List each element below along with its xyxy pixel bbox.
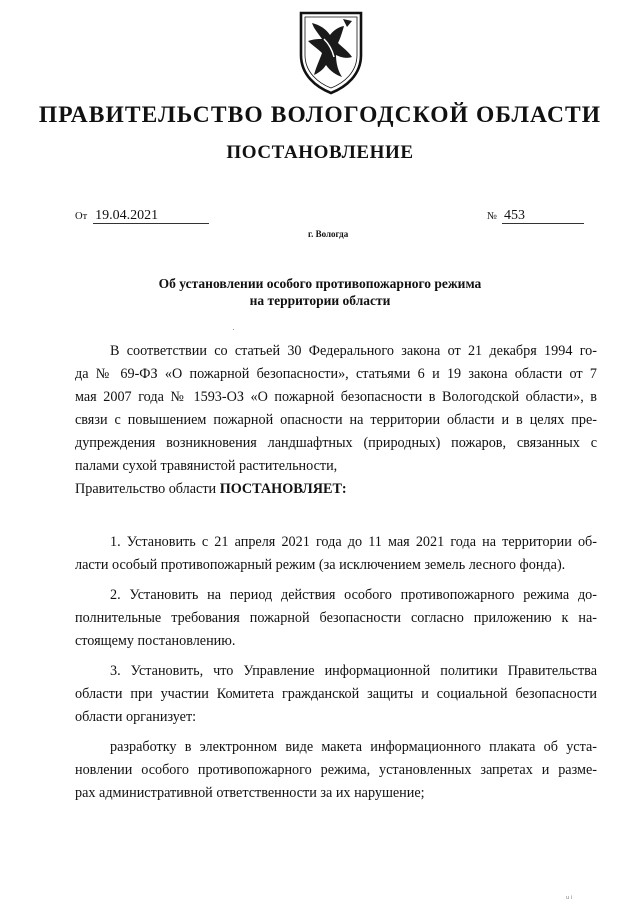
document-subject	[0, 275, 640, 309]
text-line: мая 2007 года № 1593-ОЗ «О пожарной безопасности в Вологодской области», в	[75, 389, 597, 405]
number-value: 453	[502, 208, 584, 224]
footer-mark: u i	[566, 895, 573, 901]
org-title: ПРАВИТЕЛЬСТВО ВОЛОГОДСКОЙ ОБЛАСТИ	[38, 102, 602, 128]
text-line: стоящему постановлению.	[75, 633, 236, 649]
date-label: От	[75, 211, 88, 222]
text-line: 1. Установить с 21 апреля 2021 года до 11 мая 2021 года на территории об-	[110, 534, 597, 550]
subject-line: Об установлении особого противопожарного режима	[158, 276, 482, 291]
resolves-prefix: Правительство области	[75, 481, 220, 497]
subject-line: на территории области	[249, 293, 391, 308]
text-line: ласти особый противопожарный режим (за исключением земель лесного фонда).	[75, 557, 566, 573]
text-line: новлении особого противопожарного режима, установленных запретах и разме-	[75, 762, 597, 778]
text-line: полнительные требования пожарной безопасности согласно приложению к на-	[75, 610, 597, 626]
text-line: В соответствии со статьей 30 Федерального закона от 21 декабря 1994 го-	[110, 343, 597, 359]
text-line: дупреждения возникновения ландшафтных (природных) пожаров, связанных с	[75, 435, 597, 451]
text-line: области организует:	[75, 709, 197, 725]
scan-dot	[233, 329, 234, 330]
number-line	[487, 208, 584, 224]
resolves-word: ПОСТАНОВЛЯЕТ:	[219, 481, 347, 497]
text-line: области при участии Комитета гражданской защиты и социальной безопасности	[75, 686, 597, 702]
number-label: №	[487, 211, 498, 222]
text-line: рах административной ответственности за их нарушение;	[75, 785, 425, 801]
text-line: палами сухой травянистой растительности,	[75, 458, 338, 474]
city: г. Вологда	[308, 229, 349, 239]
document-body	[75, 340, 597, 805]
text-line: разработку в электронном виде макета информационного плаката об уста-	[110, 739, 597, 755]
date-line	[75, 208, 209, 224]
date-value: 19.04.2021	[93, 208, 209, 224]
text-line: да № 69-ФЗ «О пожарной безопасности», статьями 6 и 19 закона области от 7	[75, 366, 597, 382]
document-type: ПОСТАНОВЛЕНИЕ	[226, 142, 414, 163]
text-line: 3. Установить, что Управление информационной политики Правительства	[110, 663, 597, 679]
text-line: связи с повышением пожарной опасности на территории области и в целях пре-	[75, 412, 597, 428]
text-line: 2. Установить на период действия особого противопожарного режима до-	[110, 587, 597, 603]
resolves-line	[75, 478, 597, 501]
vologda-coat-of-arms-icon	[296, 9, 366, 95]
